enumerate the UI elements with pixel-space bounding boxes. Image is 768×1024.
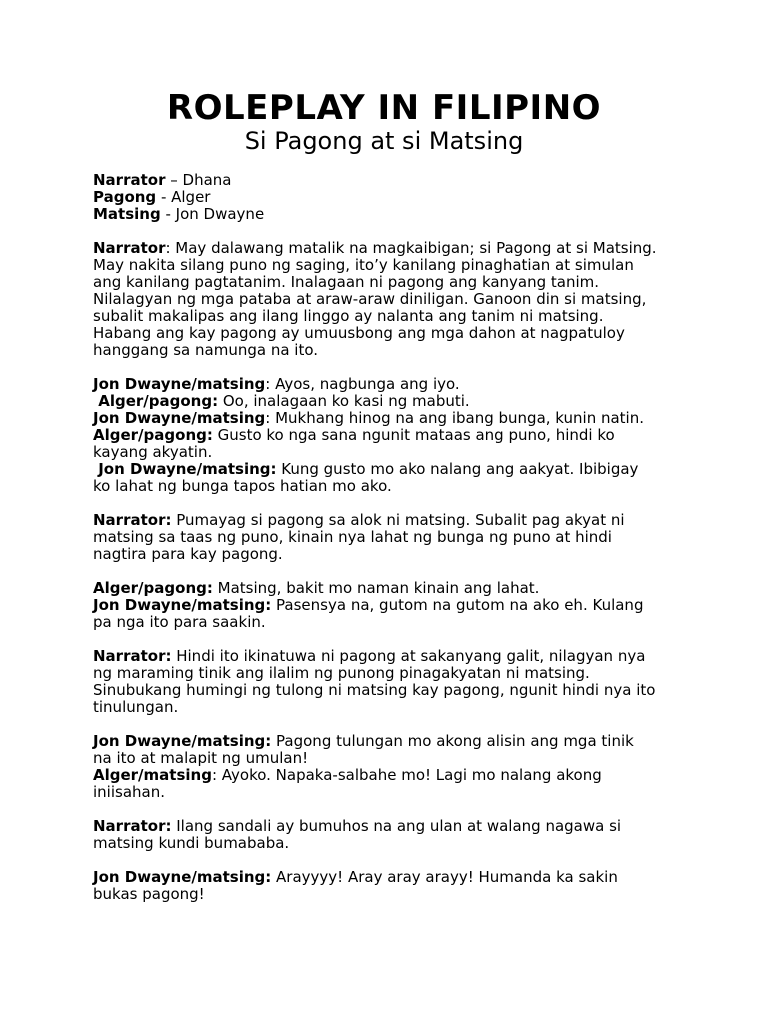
speaker-label: Alger/pagong: <box>93 392 219 410</box>
dialogue-line <box>93 614 693 631</box>
dialogue-line <box>93 257 693 274</box>
speaker-label: Jon Dwayne/matsing: <box>93 868 272 886</box>
dialogue-line <box>93 784 693 801</box>
dialogue-line <box>93 750 693 767</box>
speaker-label: Jon Dwayne/matsing <box>93 375 266 393</box>
line-text: Kung gusto mo ako nalang ang aakyat. Ibibigay <box>276 460 639 478</box>
line-text: Ilang sandali ay bumuhos na ang ulan at walang nagawa si <box>171 817 622 835</box>
line-text: Habang ang kay pagong ay umuusbong ang mga dahon at nagpatuloy <box>93 324 625 342</box>
line-text: matsing kundi bumababa. <box>93 834 290 852</box>
dialogue-line <box>93 682 693 699</box>
paragraph-gap <box>93 359 693 376</box>
dialogue-line <box>93 274 693 291</box>
dialogue-paragraph <box>93 818 693 852</box>
dialogue-line <box>93 597 693 614</box>
line-text: Gusto ko nga sana ngunit mataas ang puno, hindi ko <box>212 426 615 444</box>
dialogue-line <box>93 393 693 410</box>
speaker-label: Alger/matsing <box>93 766 212 784</box>
dialogue-paragraph <box>93 512 693 563</box>
cast-list <box>93 172 693 223</box>
dialogue-line <box>93 767 693 784</box>
speaker-label: Alger/pagong: <box>93 426 213 444</box>
cast-name: Dhana <box>182 171 232 189</box>
paragraph-gap <box>93 716 693 733</box>
dialogue-line <box>93 376 693 393</box>
line-text: Pumayag si pagong sa alok ni matsing. Subalit pag akyat ni <box>171 511 625 529</box>
dialogue-paragraph <box>93 869 693 903</box>
line-text: Pasensya na, gutom na gutom na ako eh. Kulang <box>271 596 644 614</box>
paragraph-gap <box>93 852 693 869</box>
paragraph-gap <box>93 563 693 580</box>
dialogue-paragraph <box>93 648 693 716</box>
dialogue-paragraph <box>93 580 693 631</box>
paragraph-gap <box>93 631 693 648</box>
cast-name: Alger <box>171 188 211 206</box>
line-text: na ito at malapit ng umulan! <box>93 749 309 767</box>
dialogue-line <box>93 444 693 461</box>
dialogue-paragraph <box>93 376 693 495</box>
speaker-label: Jon Dwayne/matsing: <box>93 732 272 750</box>
line-text: kayang akyatin. <box>93 443 213 461</box>
line-text: subalit makalipas ang ilang linggo ay nalanta ang tanim ni matsing. <box>93 307 604 325</box>
dialogue-line <box>93 308 693 325</box>
line-text: ang kanilang pagtatanim. Inalagaan ni pagong ang kanyang tanim. <box>93 273 600 291</box>
line-text: : Ayoko. Napaka-salbahe mo! Lagi mo nalang akong <box>211 766 602 784</box>
dialogue-line <box>93 648 693 665</box>
line-text: bukas pagong! <box>93 885 205 903</box>
cast-line <box>93 172 693 189</box>
line-text: Oo, inalagaan ko kasi ng mabuti. <box>218 392 470 410</box>
speaker-label: Narrator: <box>93 647 172 665</box>
dialogue-line <box>93 733 693 750</box>
cast-separator: – <box>165 171 183 189</box>
cast-role: Narrator <box>93 171 166 189</box>
line-text: Sinubukang humingi ng tulong ni matsing kay pagong, ngunit hindi nya ito <box>93 681 656 699</box>
line-text: Nilalagyan ng mga pataba at araw-araw diniligan. Ganoon din si matsing, <box>93 290 647 308</box>
dialogue-line <box>93 580 693 597</box>
dialogue-paragraph <box>93 733 693 801</box>
dialogue-line <box>93 512 693 529</box>
dialogue-paragraph <box>93 240 693 359</box>
cast-role: Pagong <box>93 188 157 206</box>
line-text: : Ayos, nagbunga ang iyo. <box>265 375 460 393</box>
dialogue-line <box>93 410 693 427</box>
dialogue-line <box>93 478 693 495</box>
line-text: Pagong tulungan mo akong alisin ang mga tinik <box>271 732 634 750</box>
paragraph-gap <box>93 495 693 512</box>
speaker-label: Narrator: <box>93 817 172 835</box>
line-text: ko lahat ng bunga tapos hatian mo ako. <box>93 477 392 495</box>
dialogue-line <box>93 461 693 478</box>
line-text: : Mukhang hinog na ang ibang bunga, kunin natin. <box>265 409 645 427</box>
cast-name: Jon Dwayne <box>175 205 265 223</box>
cast-separator: - <box>156 188 172 206</box>
dialogue-section <box>93 240 693 903</box>
document-subtitle: Si Pagong at si Matsing <box>244 127 524 155</box>
dialogue-line <box>93 835 693 852</box>
paragraph-gap <box>93 801 693 818</box>
speaker-label: Jon Dwayne/matsing <box>93 409 266 427</box>
dialogue-line <box>93 325 693 342</box>
line-text: Hindi ito ikinatuwa ni pagong at sakanyang galit, nilagyan nya <box>171 647 646 665</box>
speaker-label: Jon Dwayne/matsing: <box>93 460 277 478</box>
dialogue-line <box>93 699 693 716</box>
dialogue-line <box>93 818 693 835</box>
speaker-label: Alger/pagong: <box>93 579 213 597</box>
line-text: hanggang sa namunga na ito. <box>93 341 319 359</box>
line-text: nagtira para kay pagong. <box>93 545 283 563</box>
line-text: : May dalawang matalik na magkaibigan; si Pagong at si Matsing. <box>165 239 657 257</box>
paragraph-gap <box>93 223 693 240</box>
dialogue-line <box>93 427 693 444</box>
cast-line <box>93 206 693 223</box>
document-body <box>93 172 693 903</box>
dialogue-line <box>93 342 693 359</box>
line-text: tinulungan. <box>93 698 179 716</box>
cast-role: Matsing <box>93 205 161 223</box>
speaker-label: Jon Dwayne/matsing: <box>93 596 272 614</box>
line-text: pa nga ito para saakin. <box>93 613 266 631</box>
cast-line <box>93 189 693 206</box>
dialogue-line <box>93 546 693 563</box>
line-text: matsing sa taas ng puno, kinain nya lahat ng bunga ng puno at hindi <box>93 528 612 546</box>
document-title: ROLEPLAY IN FILIPINO <box>166 88 602 128</box>
dialogue-line <box>93 869 693 886</box>
speaker-label: Narrator: <box>93 511 172 529</box>
dialogue-line <box>93 886 693 903</box>
line-text: ng maraming tinik ang ilalim ng punong pinagakyatan ni matsing. <box>93 664 590 682</box>
dialogue-line <box>93 291 693 308</box>
line-text: Arayyyy! Aray aray arayy! Humanda ka sakin <box>271 868 618 886</box>
cast-separator: - <box>160 205 176 223</box>
dialogue-line <box>93 529 693 546</box>
line-text: May nakita silang puno ng saging, ito’y kanilang pinaghatian at simulan <box>93 256 634 274</box>
line-text: iniisahan. <box>93 783 165 801</box>
dialogue-line <box>93 240 693 257</box>
speaker-label: Narrator <box>93 239 166 257</box>
line-text: Matsing, bakit mo naman kinain ang lahat. <box>212 579 540 597</box>
dialogue-line <box>93 665 693 682</box>
